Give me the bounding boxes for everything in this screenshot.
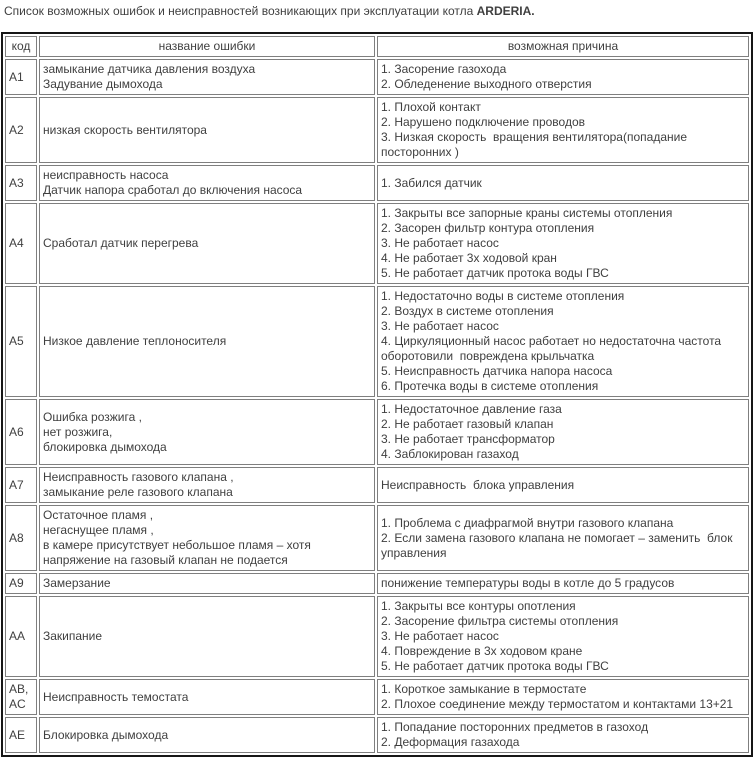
cell-code [5, 679, 37, 715]
cause-line: понижение температуры воды в котле до 5 градусов [381, 576, 675, 590]
name-line: нет розжига, [43, 424, 113, 439]
cell-name [39, 505, 375, 571]
cause-line: 1. Короткое замыкание в термостате [381, 682, 587, 696]
cell-name [39, 399, 375, 465]
cause-line: 3. Не работает насос [381, 236, 499, 250]
name-line: Низкое давление теплоносителя [43, 334, 227, 348]
table-row [5, 467, 749, 503]
table-row [5, 59, 749, 95]
cell-code [5, 717, 37, 753]
cell-code [5, 467, 37, 503]
cause-line: 4. Циркуляционный насос работает но недостаточна частота оборотовили повреждена крыльчатка [381, 334, 725, 363]
code-line: A2 [9, 122, 24, 137]
cell-code [5, 505, 37, 571]
cause-line: 3. Не работает трансформатор [381, 432, 555, 446]
cell-cause [377, 59, 749, 95]
code-line: A7 [9, 477, 24, 492]
cause-line: 1. Плохой контакт [381, 100, 481, 114]
name-line: напряжение на газовый клапан не подается [43, 553, 288, 567]
cause-line: 6. Протечка воды в системе отопления [381, 379, 599, 393]
cell-name [39, 97, 375, 163]
header-cause: возможная причина [377, 36, 749, 57]
cell-name [39, 165, 375, 201]
code-line: A3 [9, 175, 24, 190]
name-line: Задувание дымохода [43, 77, 163, 91]
code-line: AC [9, 697, 26, 711]
cell-name [39, 467, 375, 503]
name-line: Ошибка розжига , [43, 409, 142, 424]
cause-line: 2. Засорение фильтра системы отопления [381, 614, 619, 628]
code-line: AB, [9, 682, 29, 696]
cell-code [5, 573, 37, 594]
cause-line: 3. Низкая скорость вращения вентилятора(попадание посторонних ) [381, 130, 691, 159]
name-line: Датчик напора сработал до включения насоса [43, 183, 303, 197]
cause-line: 2. Засорен фильтр контура отопления [381, 221, 595, 235]
name-line: замыкание датчика давления воздуха [43, 62, 256, 76]
cause-line: 2. Обледенение выходного отверстия [381, 77, 592, 91]
cell-cause [377, 596, 749, 677]
cell-name [39, 59, 375, 95]
cell-cause [377, 165, 749, 201]
cell-cause [377, 97, 749, 163]
cell-name [39, 573, 375, 594]
name-line: Неисправность темостата [43, 689, 189, 704]
cause-line: 2. Плохое соединение между термостатом и контактами 13+21 [381, 697, 734, 711]
name-line: Закипание [43, 629, 103, 643]
name-line: неисправность насоса [43, 168, 169, 182]
cell-cause [377, 505, 749, 571]
cause-line: 1. Засорение газохода [381, 62, 507, 76]
name-line: негаснущее пламя , [43, 523, 154, 537]
cause-line: 3. Не работает насос [381, 319, 499, 333]
cause-line: 3. Не работает насос [381, 629, 499, 643]
code-line: A9 [9, 576, 24, 590]
table-header-row [5, 36, 749, 57]
name-line: Остаточное пламя , [43, 508, 154, 522]
table-row [5, 596, 749, 677]
code-line: AA [9, 629, 26, 643]
cell-cause [377, 679, 749, 715]
name-line: блокировка дымохода [43, 439, 167, 454]
error-table-body [5, 59, 749, 753]
code-line: A6 [9, 424, 24, 439]
name-line: в камере присутствует небольшое пламя – хотя [43, 538, 311, 552]
cell-cause [377, 203, 749, 284]
code-line: A1 [9, 69, 24, 84]
code-line: A4 [9, 236, 24, 250]
cause-line: 4. Не работает 3х ходовой кран [381, 251, 557, 265]
cause-line: 5. Не работает датчик протока воды ГВС [381, 266, 609, 280]
table-row [5, 717, 749, 753]
cause-line: 4. Заблокирован газаход [381, 447, 519, 461]
cell-name [39, 679, 375, 715]
table-row [5, 97, 749, 163]
cell-cause [377, 717, 749, 753]
table-row [5, 203, 749, 284]
cell-cause [377, 467, 749, 503]
cell-code [5, 286, 37, 397]
cell-code [5, 596, 37, 677]
table-row [5, 165, 749, 201]
boiler-brand-name: ARDERIA. [476, 4, 535, 18]
page-title-text: Список возможных ошибок и неисправностей возникающих при эксплуатации котла [4, 4, 477, 18]
cause-line: 1. Недостаточно воды в системе отопления [381, 289, 625, 303]
table-row [5, 679, 749, 715]
name-line: Замерзание [43, 576, 111, 590]
cause-line: 1. Попадание посторонних предметов в газоход [381, 720, 649, 734]
cell-code [5, 59, 37, 95]
cause-line: 2. Воздух в системе отопления [381, 304, 554, 318]
cell-cause [377, 399, 749, 465]
error-codes-table [1, 32, 753, 757]
name-line: Сработал датчик перегрева [43, 236, 199, 250]
code-line: AE [9, 727, 26, 742]
cause-line: 2. Если замена газового клапана не помогает – заменить блок управления [381, 530, 736, 560]
cell-name [39, 717, 375, 753]
cause-line: 1. Проблема с диафрагмой внутри газового клапана [381, 515, 674, 530]
cause-line: 2. Деформация газахода [381, 735, 520, 749]
table-row [5, 505, 749, 571]
cause-line: 1. Забился датчик [381, 175, 482, 190]
code-line: A5 [9, 334, 24, 348]
header-code: код [5, 36, 37, 57]
cause-line: 1. Закрыты все запорные краны системы отопления [381, 206, 673, 220]
cause-line: 4. Повреждение в 3х ходовом кране [381, 644, 583, 658]
table-row [5, 399, 749, 465]
table-row [5, 573, 749, 594]
page-title [0, 0, 756, 19]
cell-cause [377, 573, 749, 594]
cell-name [39, 596, 375, 677]
cell-code [5, 97, 37, 163]
cause-line: 1. Недостаточное давление газа [381, 402, 562, 416]
cell-code [5, 399, 37, 465]
cause-line: 2. Не работает газовый клапан [381, 417, 554, 431]
cause-line: 2. Нарушено подключение проводов [381, 115, 585, 129]
table-header [5, 36, 749, 57]
cause-line: 1. Закрыты все контуры опотления [381, 599, 576, 613]
cell-name [39, 203, 375, 284]
name-line: Блокировка дымохода [43, 727, 169, 742]
cell-name [39, 286, 375, 397]
name-line: низкая скорость вентилятора [43, 122, 207, 137]
cell-code [5, 165, 37, 201]
name-line: замыкание реле газового клапана [43, 485, 233, 499]
cause-line: Неисправность блока управления [381, 477, 575, 492]
header-name: название ошибки [39, 36, 375, 57]
cause-line: 5. Не работает датчик протока воды ГВС [381, 659, 609, 673]
cell-cause [377, 286, 749, 397]
cell-code [5, 203, 37, 284]
cause-line: 5. Неисправность датчика напора насоса [381, 364, 613, 378]
code-line: A8 [9, 530, 24, 545]
table-row [5, 286, 749, 397]
name-line: Неисправность газового клапана , [43, 470, 234, 484]
